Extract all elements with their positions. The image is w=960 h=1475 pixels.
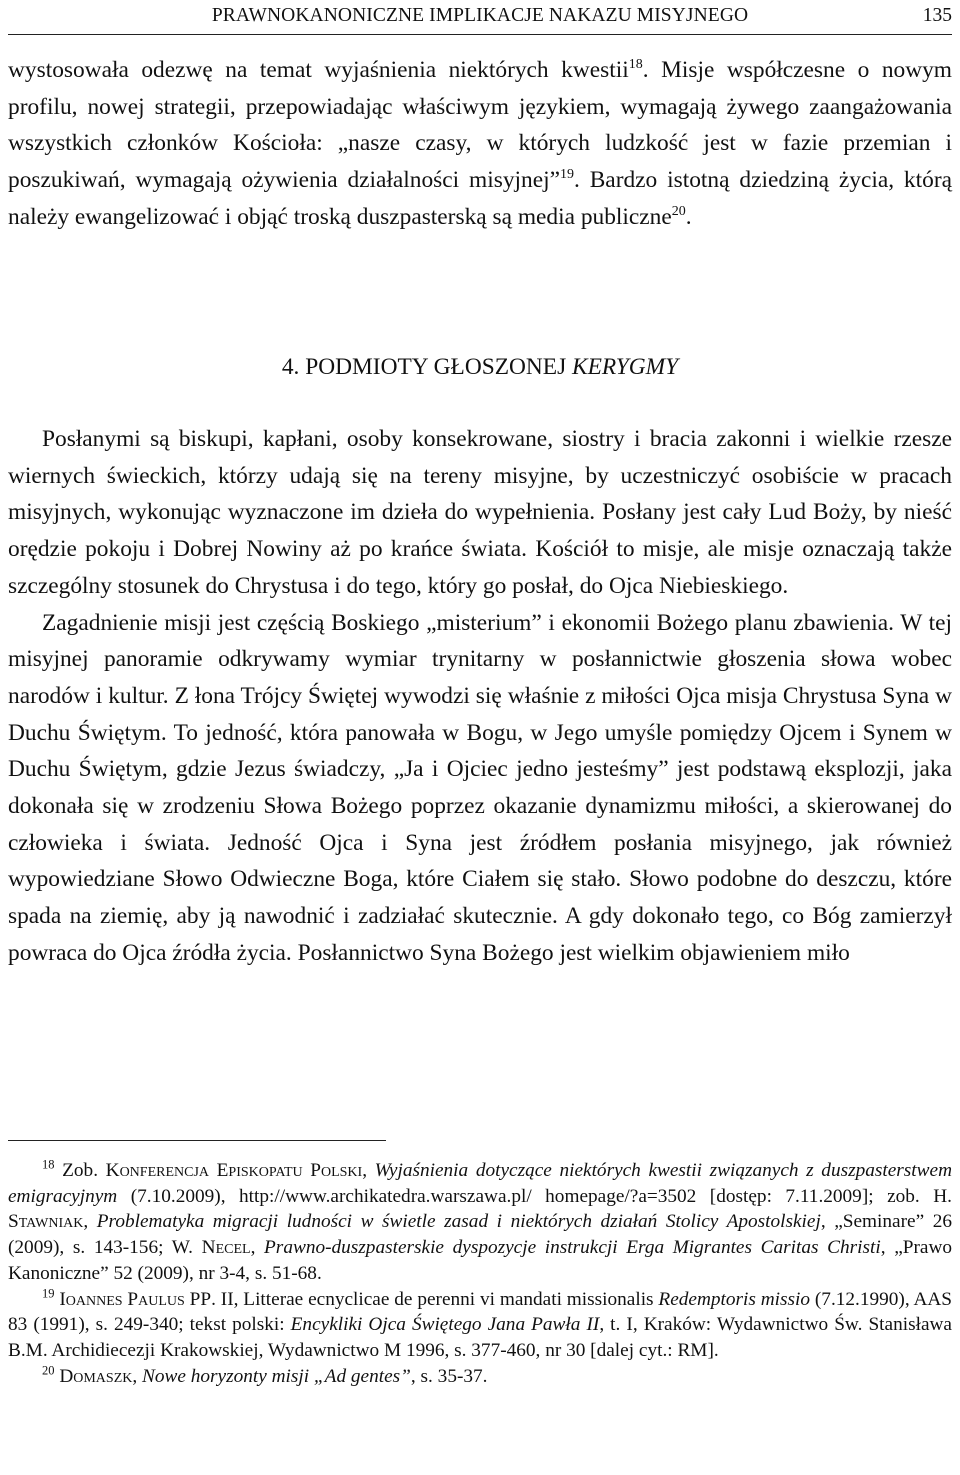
work-title: Encykliki Ojca Świętego Jana Pawła II: [290, 1314, 600, 1336]
footnote-mark: 20: [42, 1363, 55, 1378]
text: , „Prawo Kanoniczne” 52 (2009), nr 3-4, s. 51-68.: [8, 1237, 953, 1284]
page-number: 135: [922, 5, 952, 26]
text: ,: [250, 1237, 265, 1259]
body-paragraph-3: Zagadnienie misji jest częścią Boskiego „misterium” i ekonomii Bożego planu zbawienia. W tej misyjnej panoramie odkrywamy wymiar trynitarny w posłannictwie głoszenia słowa wobec narodów i kultur. Z łona Trójcy Świętej wywodzi się właśnie z miłości Ojca misja Chrystusa Syna w Duchu Świętym. To jedność, która panowała w Bogu, w Jego umyśle pomiędzy Ojcem i Synem w Duchu Świętym, gdzie Jezus świadczy, „Ja i Ojciec jedno jesteśmy” jest podstawą eksplozji, jaka dokonała się w zrodzeniu Słowa Bożego poprzez okazanie dynamizmu miłości, a skierowanej do człowieka i świata. Jedność Ojca i Syna jest źródłem posłania misyjnego, jak również wypowiedziane Słowo Odwieczne Boga, które Ciałem się stało. Słowo podobne do deszczu, które spada na ziemię, aby ją nawodnić i zadziałać skutecznie. A gdy dokonało tego, co Bóg zamierzył powraca do Ojca źródła życia. Posłannictwo Syna Bożego jest wielkim objawieniem miło: [8, 609, 952, 966]
body-paragraphs: [8, 421, 952, 972]
text: . Misje współczesne o nowym profilu, nowej strategii, przepowiadając właściwym językiem, wymagają żywego zaangażowania wszystkich członków Kościoła: „nasze czasy, w których ludzkość jest w fazie przemian i poszukiwań, wymagają ożywienia działalności misyjnej”: [8, 57, 952, 194]
text: ,: [362, 1160, 375, 1181]
body-paragraph-1: [8, 52, 952, 236]
footnote-mark: 18: [42, 1157, 55, 1172]
body-paragraph-2: Posłanymi są biskupi, kapłani, osoby konsekrowane, siostry i bracia zakonni i wielkie rzesze wiernych świeckich, którzy udają się na tereny misyjne, by uczestniczyć osobiście w pracach misyjnych, wykonując wyznaczone im dzieła do wypełnienia. Posłany jest cały Lud Boży, by nieść orędzie pokoju i Dobrej Nowiny aż po krańce świata. Kościół to misje, ale misje oznaczają także szczególny stosunek do Chrystusa i do tego, który go posłał, do Ojca Niebieskiego.: [8, 426, 952, 599]
running-header: [8, 0, 952, 35]
text: , s. 35-37.: [410, 1365, 488, 1387]
work-title: Problematyka migracji ludności w świetle zasad i niektórych działań Stolicy Apostolskiej: [96, 1211, 821, 1233]
author: Stawniak: [8, 1211, 84, 1233]
text: ,: [83, 1211, 97, 1233]
section-title-italic: KERYGMY: [572, 354, 679, 380]
text: , t. I, Kraków: Wydawnictwo Św. Stanisława B.M. Archidiecezji Krakowskiej, Wydawnictwo M 1996, s. 377-460, nr 30 [dalej cyt.: RM].: [8, 1314, 952, 1361]
text: (7.12.1990), AAS 83 (1991), s. 249-340; tekst polski:: [8, 1288, 953, 1336]
work-title: Prawno-duszpasterskie dyspozycje instrukcji Erga Migrantes Caritas Christi: [264, 1237, 881, 1259]
footnote-ref-19[interactable]: 19: [559, 167, 574, 183]
running-title: PRAWNOKANONICZNE IMPLIKACJE NAKAZU MISYJNEGO: [211, 5, 749, 26]
footnote-ref-20[interactable]: 20: [671, 204, 686, 220]
author: Konferencja Episkopatu Polski: [105, 1160, 363, 1181]
footnote-19: [8, 1287, 952, 1364]
author: Ioannes Paulus PP: [59, 1288, 212, 1310]
section-title: 4. PODMIOTY GŁOSZONEJ: [281, 354, 573, 380]
footnote-ref-18[interactable]: 18: [628, 57, 643, 73]
author: Domaszk: [59, 1365, 133, 1387]
work-title: Wyjaśnienia dotyczące niektórych kwestii związanych z duszpasterstwem emigracyjnym: [8, 1160, 952, 1207]
work-title: Nowe horyzonty misji „Ad gentes”: [142, 1365, 411, 1387]
author: Necel: [201, 1237, 251, 1259]
section-heading: [8, 352, 952, 382]
text: . II, Litterae ecnyclicae de perenni vi mandati missionalis: [211, 1288, 659, 1310]
text: . Bardzo istotną dziedziną życia, którą należy ewangelizować i objąć troską duszpasterską są media publiczne: [8, 167, 952, 230]
text: .: [685, 203, 692, 230]
text: , „Seminare” 26 (2009), s. 143-156; W.: [8, 1211, 953, 1259]
text: Zob.: [54, 1160, 106, 1181]
footnote-18: [8, 1158, 952, 1287]
text: wystosowała odezwę na temat wyjaśnienia niektórych kwestii: [8, 57, 629, 83]
footnote-20: [8, 1364, 952, 1390]
footnote-separator: [8, 1140, 386, 1141]
footnote-mark: 19: [42, 1286, 55, 1301]
footnotes: [8, 1158, 952, 1389]
work-title: Redemptoris missio: [658, 1288, 811, 1310]
text: (7.10.2009), http://www.archikatedra.warszawa.pl/ homepage/?a=3502 [dostęp: 7.11.2009]; zob. H.: [117, 1185, 952, 1207]
text: ,: [132, 1365, 143, 1387]
